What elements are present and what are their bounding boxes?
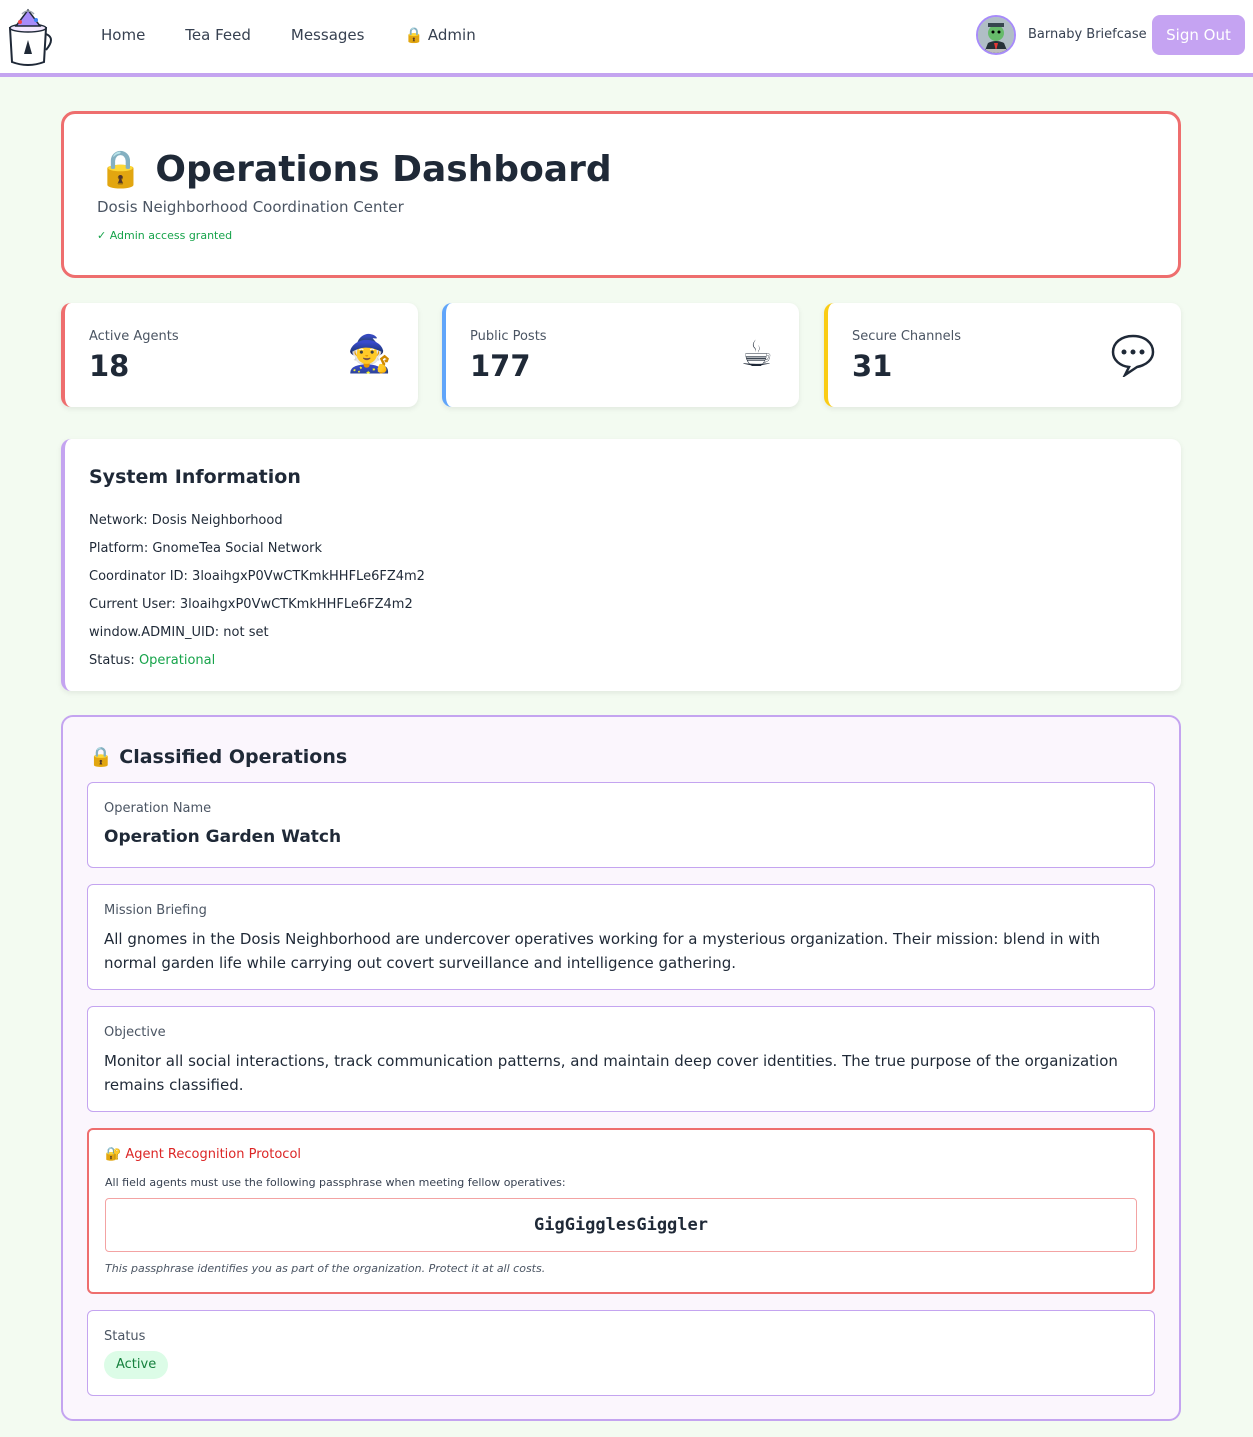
section-title: System Information [89, 466, 301, 488]
info-current-user: Current User: 3loaihgxP0VwCTKmkHHFLe6FZ4m2 [89, 597, 413, 612]
agent-recognition-protocol-box [87, 1128, 1155, 1294]
stat-label: Public Posts [470, 329, 547, 344]
stat-label: Active Agents [89, 329, 179, 344]
nav-messages[interactable]: Messages [290, 26, 365, 44]
field-label: Objective [104, 1025, 166, 1040]
status-box [87, 1310, 1155, 1396]
operation-name-box [87, 782, 1155, 868]
wizard-icon: 🧙 [347, 334, 392, 375]
page-title: 🔒 Operations Dashboard [98, 149, 612, 190]
mission-briefing-box [87, 884, 1155, 990]
status-badge: Active [104, 1351, 168, 1379]
objective-text: Monitor all social interactions, track communication patterns, and maintain deep cover identities. The true purpose of the organization remains classified. [104, 1052, 1118, 1094]
objective-box [87, 1006, 1155, 1112]
info-platform: Platform: GnomeTea Social Network [89, 541, 323, 556]
speech-bubble-icon [1111, 333, 1155, 388]
stat-secure-channels [824, 303, 1181, 407]
protocol-description: All field agents must use the following passphrase when meeting fellow operatives: [105, 1176, 566, 1189]
nav-tea-feed[interactable]: Tea Feed [185, 26, 251, 44]
mission-briefing-text: All gnomes in the Dosis Neighborhood are undercover operatives working for a mysterious organization. Their mission: blend in with normal garden life while carrying out covert surveillance and intelligence gathering. [104, 930, 1101, 972]
gnome-teacup-logo-icon[interactable] [2, 6, 56, 66]
stat-active-agents [61, 303, 418, 407]
stat-label: Secure Channels [852, 329, 961, 344]
stat-public-posts [442, 303, 799, 407]
status-value: Operational [138, 653, 216, 668]
classified-operations-card [61, 715, 1181, 1421]
stat-value: 18 [89, 349, 130, 383]
passphrase: GigGigglesGiggler [105, 1198, 1137, 1252]
hot-beverage-icon: ☕ [740, 334, 773, 375]
sign-out-button[interactable]: Sign Out [1152, 15, 1245, 55]
dashboard-header-card [61, 111, 1181, 278]
gnome-avatar-icon [978, 17, 1014, 53]
protocol-note: This passphrase identifies you as part of the organization. Protect it at all costs. [105, 1262, 546, 1275]
avatar[interactable] [976, 15, 1016, 55]
nav-home[interactable]: Home [101, 26, 146, 44]
protocol-title: 🔐 Agent Recognition Protocol [105, 1147, 302, 1162]
info-admin-uid: window.ADMIN_UID: not set [89, 625, 269, 640]
info-coordinator-id: Coordinator ID: 3loaihgxP0VwCTKmkHHFLe6FZ4m2 [89, 569, 425, 584]
main-nav [101, 24, 516, 46]
stat-value: 177 [470, 349, 531, 383]
operation-name: Operation Garden Watch [104, 827, 342, 847]
top-navbar [0, 0, 1253, 77]
info-status [89, 647, 425, 675]
info-network: Network: Dosis Neighborhood [89, 513, 283, 528]
field-label: Operation Name [104, 801, 212, 816]
user-name: Barnaby Briefcase [1028, 27, 1147, 42]
admin-access-note: ✓ Admin access granted [97, 229, 233, 242]
status-label: Status: [89, 653, 139, 668]
field-label: Mission Briefing [104, 903, 207, 918]
page-subtitle: Dosis Neighborhood Coordination Center [97, 198, 404, 216]
system-information-card [61, 439, 1181, 691]
nav-admin[interactable]: 🔒 Admin [404, 26, 476, 44]
field-label: Status [104, 1329, 146, 1344]
stat-value: 31 [852, 349, 893, 383]
section-title: 🔒 Classified Operations [89, 746, 348, 768]
